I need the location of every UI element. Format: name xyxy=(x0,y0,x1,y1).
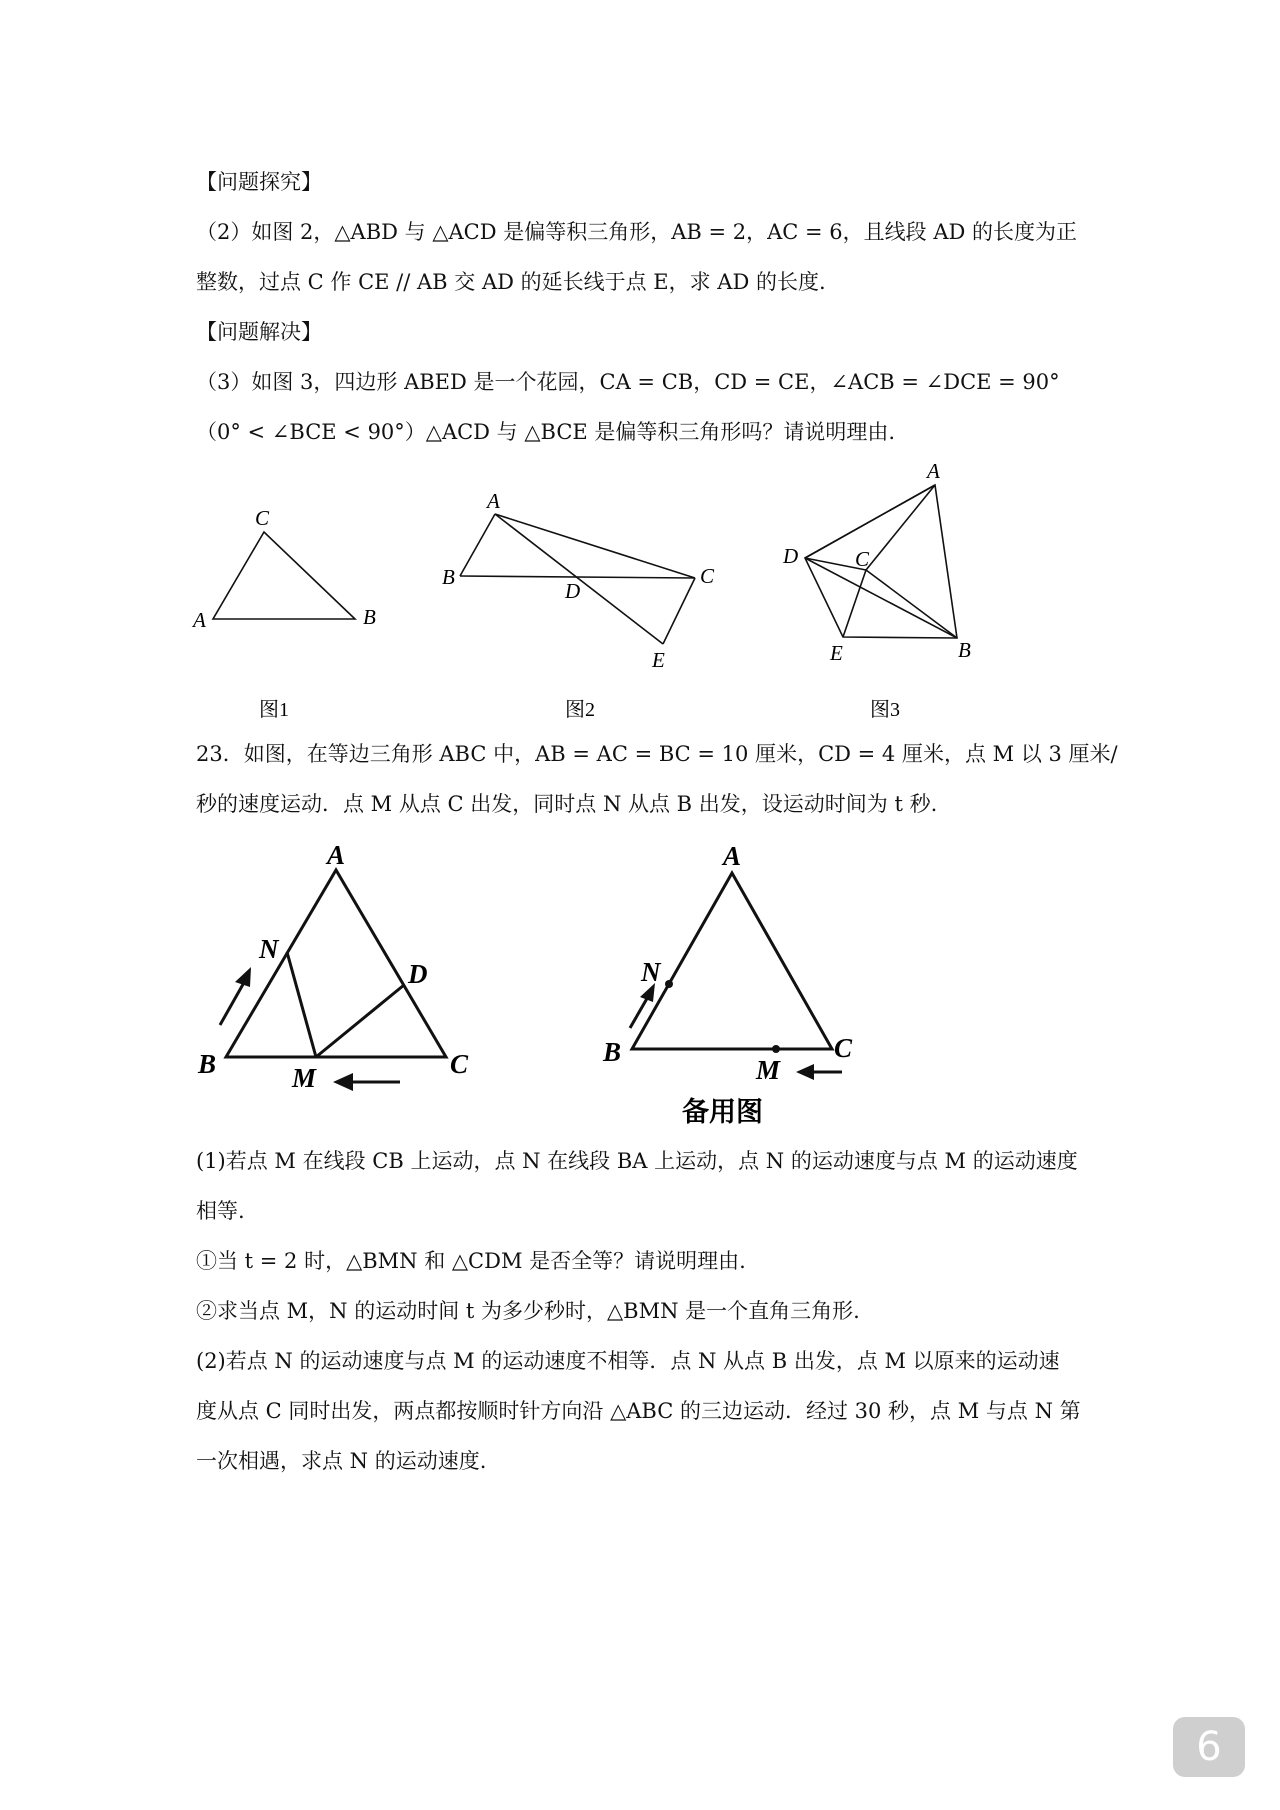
fig3-segment-ad xyxy=(805,485,935,558)
fig3-segment-ac xyxy=(866,485,935,570)
spare-label-c: C xyxy=(834,1033,853,1063)
fig2-label-b: B xyxy=(442,565,455,589)
spare-arrow-m-head xyxy=(796,1064,814,1080)
fig1-label-c: C xyxy=(255,506,270,530)
spare-caption: 备用图 xyxy=(682,1097,763,1127)
part-2-line-2: 度从点 C 同时出发，两点都按顺时针方向沿 △ABC 的三边运动．经过 30 秒，点 M 与点 N 第 xyxy=(196,1399,1081,1423)
fig2-label-e: E xyxy=(652,648,665,672)
fig23-label-n: N xyxy=(259,934,279,964)
figure-23-spare xyxy=(590,841,890,1135)
fig3-label-b: B xyxy=(958,638,971,662)
fig1-triangle xyxy=(213,532,355,619)
fig3-label-d: D xyxy=(783,544,799,568)
fig3-label-c: C xyxy=(855,547,870,571)
part-2-line-3: 一次相遇，求点 N 的运动速度. xyxy=(196,1449,487,1473)
question-3-line-1: （3）如图 3，四边形 ABED 是一个花园，CA = CB，CD = CE，∠ACB = ∠DCE = 90° xyxy=(196,370,1060,394)
problem-23-line-1: 23．如图，在等边三角形 ABC 中，AB = AC = BC = 10 厘米，CD = 4 厘米，点 M 以 3 厘米/ xyxy=(196,742,1118,766)
heading-problem-explore: 【问题探究】 xyxy=(196,170,322,194)
fig23-arrow-m-head xyxy=(333,1073,353,1091)
fig23-label-d: D xyxy=(408,959,428,989)
fig23-arrow-n-shaft xyxy=(220,979,246,1025)
fig3-quadrilateral-abed xyxy=(805,485,957,638)
question-2-line-1: （2）如图 2，△ABD 与 △ACD 是偏等积三角形，AB = 2，AC = 6，且线段 AD 的长度为正 xyxy=(196,220,1078,244)
fig23-segment-md xyxy=(316,985,404,1057)
spare-label-a: A xyxy=(723,841,742,871)
fig23-arrow-n-head xyxy=(235,967,251,987)
fig2-label-d: D xyxy=(565,579,581,603)
fig1-label-a: A xyxy=(193,608,206,632)
fig2-caption: 图2 xyxy=(565,699,595,721)
fig23-segment-nm xyxy=(287,952,316,1057)
fig2-label-a: A xyxy=(487,489,500,513)
fig2-segment-ce xyxy=(663,578,695,644)
page-number-badge: 6 xyxy=(1173,1717,1245,1777)
fig23-label-a: A xyxy=(327,840,346,870)
fig1-caption: 图1 xyxy=(259,699,289,721)
part-1-line-1: (1)若点 M 在线段 CB 上运动，点 N 在线段 BA 上运动，点 N 的运动速度与点 M 的运动速度 xyxy=(196,1149,1078,1173)
question-2-line-2: 整数，过点 C 作 CE // AB 交 AD 的延长线于点 E，求 AD 的长度. xyxy=(196,270,826,294)
fig2-label-c: C xyxy=(700,564,715,588)
fig3-segment-cb xyxy=(866,570,957,638)
heading-problem-solve: 【问题解决】 xyxy=(196,320,322,344)
figure-3 xyxy=(775,460,995,730)
spare-point-m xyxy=(772,1045,780,1053)
figure-1 xyxy=(185,495,385,730)
part-1-question-2: ②求当点 M，N 的运动时间 t 为多少秒时，△BMN 是一个直角三角形. xyxy=(196,1299,860,1323)
question-3-line-2: （0° < ∠BCE < 90°）△ACD 与 △BCE 是偏等积三角形吗？请说明理由. xyxy=(196,420,896,444)
spare-point-n xyxy=(665,980,673,988)
fig23-label-c: C xyxy=(450,1049,469,1079)
fig3-label-a: A xyxy=(927,459,940,483)
part-1-line-2: 相等. xyxy=(196,1199,245,1223)
spare-triangle-abc xyxy=(632,873,832,1049)
fig1-label-b: B xyxy=(363,605,376,629)
spare-label-b: B xyxy=(603,1037,622,1067)
fig23-label-b: B xyxy=(198,1049,217,1079)
part-1-question-1: ①当 t = 2 时，△BMN 和 △CDM 是否全等？请说明理由. xyxy=(196,1249,746,1273)
fig3-caption: 图3 xyxy=(870,699,900,721)
part-2-line-1: (2)若点 N 的运动速度与点 M 的运动速度不相等．点 N 从点 B 出发，点 M 以原来的运动速 xyxy=(196,1349,1060,1373)
spare-label-n: N xyxy=(641,957,661,987)
figure-2 xyxy=(435,480,735,730)
figure-23-main xyxy=(190,840,490,1105)
fig2-segment-ac xyxy=(495,514,695,578)
problem-23-line-2: 秒的速度运动．点 M 从点 C 出发，同时点 N 从点 B 出发，设运动时间为 t 秒. xyxy=(196,792,938,816)
spare-label-m: M xyxy=(756,1055,781,1085)
fig23-label-m: M xyxy=(292,1063,317,1093)
fig2-segment-ab xyxy=(460,514,495,576)
fig3-segment-db xyxy=(805,558,957,638)
fig3-label-e: E xyxy=(830,641,843,665)
